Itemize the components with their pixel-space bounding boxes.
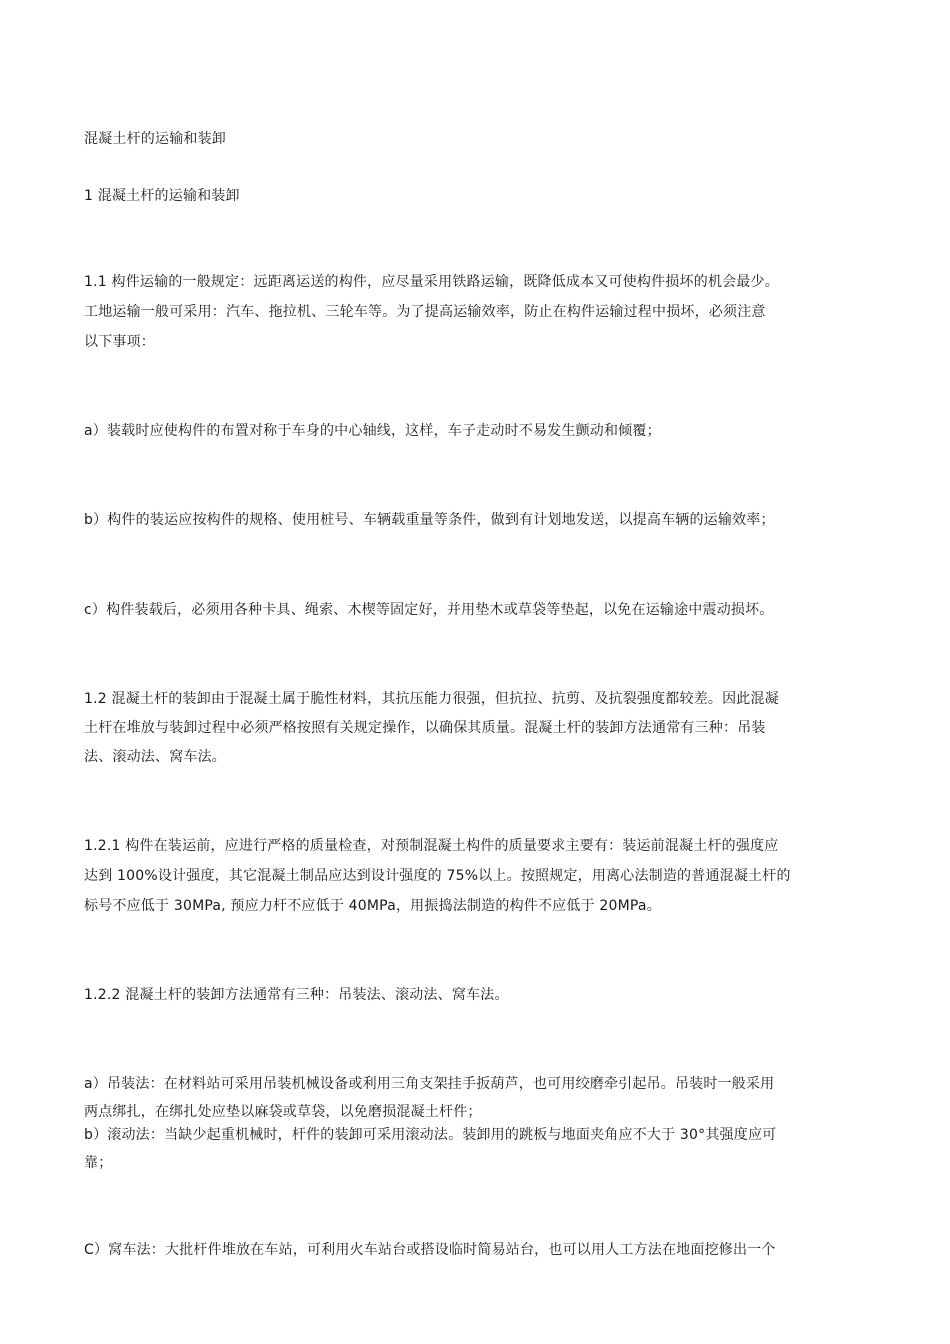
paragraph-1-2-1-line-2: 达到 100%设计强度，其它混凝土制品应达到设计强度的 75%以上。按照规定，用离心法制造的普通混凝土杆的 (84, 868, 791, 884)
method-b-line-1: b）滚动法：当缺少起重机械时，杆件的装卸可采用滚动法。装卸用的跳板与地面夹角应不大于 30°其强度应可 (84, 1127, 777, 1143)
document-title: 混凝土杆的运输和装卸 (84, 131, 226, 147)
paragraph-1-1-line-3: 以下事项： (84, 334, 155, 350)
paragraph-1-1-line-2: 工地运输一般可采用：汽车、拖拉机、三轮车等。为了提高运输效率，防止在构件运输过程中损坏，必须注意 (84, 304, 766, 320)
paragraph-1-1-line-1: 1.1 构件运输的一般规定：远距离运送的构件，应尽量采用铁路运输，既降低成本又可使构件损坏的机会最少。 (84, 274, 779, 290)
section-heading: 1 混凝土杆的运输和装卸 (84, 188, 240, 204)
paragraph-1-2-2: 1.2.2 混凝土杆的装卸方法通常有三种：吊装法、滚动法、窝车法。 (84, 987, 509, 1003)
paragraph-1-2-1-line-1: 1.2.1 构件在装运前，应进行严格的质量检查，对预制混凝土构件的质量要求主要有：装运前混凝土杆的强度应 (84, 838, 779, 854)
method-b-line-2: 靠； (84, 1155, 113, 1171)
list-item-c: c）构件装载后，必须用各种卡具、绳索、木楔等固定好，并用垫木或草袋等垫起，以免在运输途中震动损坏。 (84, 602, 774, 618)
method-a-line-1: a）吊装法：在材料站可采用吊装机械设备或利用三角支架挂手扳葫芦，也可用绞磨牵引起吊。吊装时一般采用 (84, 1076, 775, 1092)
list-item-b: b）构件的装运应按构件的规格、使用桩号、车辆载重量等条件，做到有计划地发送，以提高车辆的运输效率； (84, 512, 775, 528)
list-item-a: a）装载时应使构件的布置对称于车身的中心轴线，这样，车子走动时不易发生颤动和倾覆； (84, 423, 661, 439)
paragraph-1-2-line-2: 土杆在堆放与装卸过程中必须严格按照有关规定操作，以确保其质量。混凝土杆的装卸方法通常有三种：吊装 (84, 720, 766, 736)
method-c-line-1: C）窝车法：大批杆件堆放在车站，可利用火车站台或搭设临时简易站台，也可以用人工方法在地面挖修出一个 (84, 1242, 776, 1258)
paragraph-1-2-line-3: 法、滚动法、窝车法。 (84, 749, 226, 765)
method-a-line-2: 两点绑扎，在绑扎处应垫以麻袋或草袋，以免磨损混凝土杆件； (84, 1104, 482, 1120)
paragraph-1-2-line-1: 1.2 混凝土杆的装卸由于混凝土属于脆性材料，其抗压能力很强，但抗拉、抗剪、及抗裂强度都较差。因此混凝 (84, 691, 779, 707)
paragraph-1-2-1-line-3: 标号不应低于 30MPa, 预应力杆不应低于 40MPa，用振捣法制造的构件不应低于 20MPa。 (84, 898, 661, 914)
